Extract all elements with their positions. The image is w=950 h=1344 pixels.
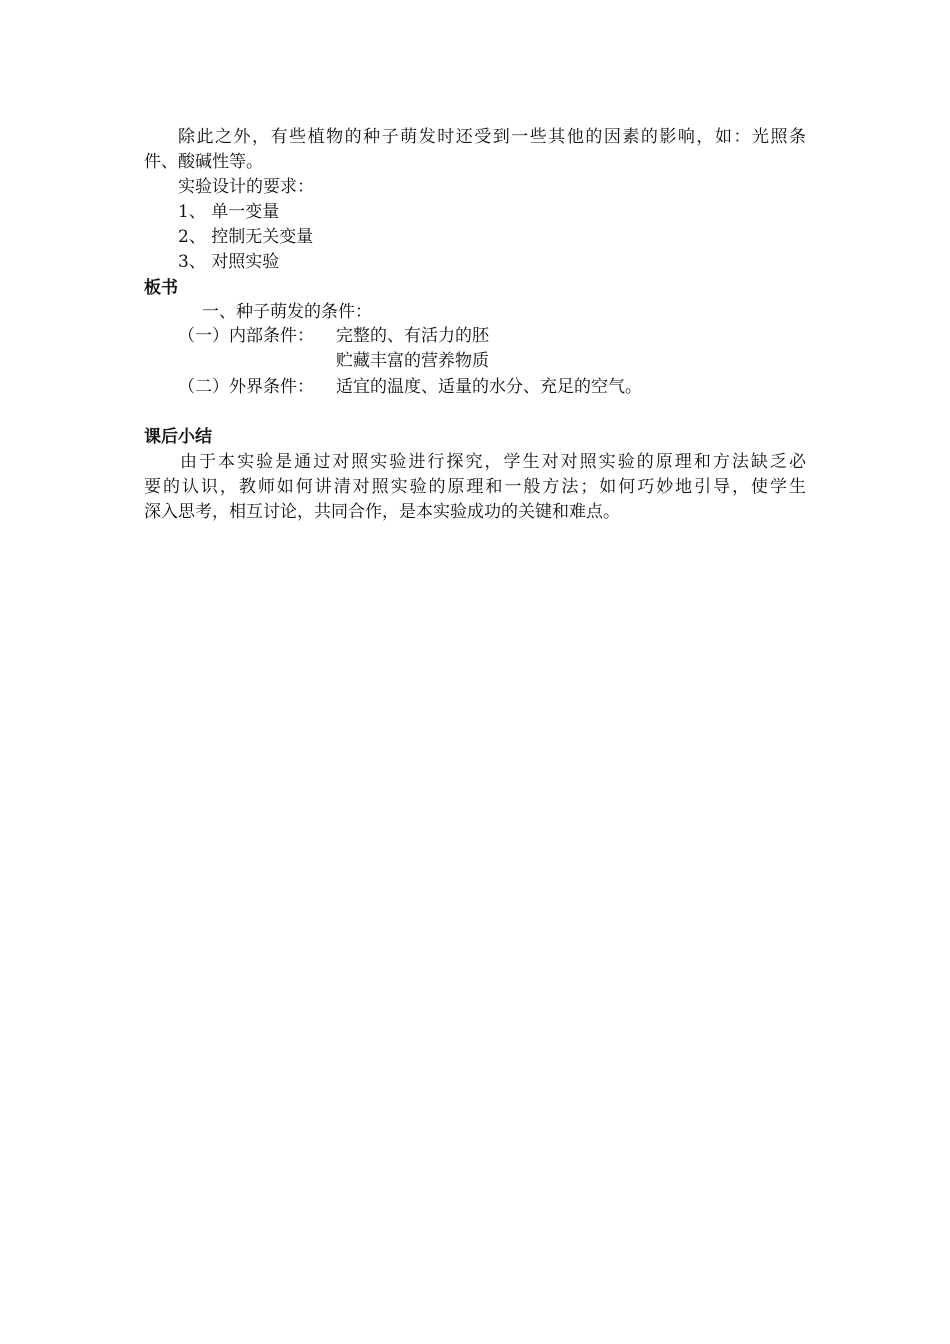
requirement-item-3: 3、 对照实验 [178,252,280,272]
internal-conditions-line-1: 完整的、有活力的胚 [336,326,489,346]
summary-line-3: 深入思考，相互讨论，共同合作，是本实验成功的关键和难点。 [144,502,620,522]
requirements-title: 实验设计的要求： [178,177,314,197]
external-conditions-text: 适宜的温度、适量的水分、充足的空气。 [336,377,642,397]
summary-heading: 课后小结 [144,427,212,447]
external-conditions-label: （二）外界条件： [178,377,314,397]
requirement-item-1: 1、 单一变量 [178,202,280,222]
board-heading: 板书 [144,278,178,298]
summary-line-2: 要的认识，教师如何讲清对照实验的原理和一般方法；如何巧妙地引导，使学生 [144,477,806,497]
internal-conditions-line-2: 贮藏丰富的营养物质 [336,351,489,371]
requirement-item-2: 2、 控制无关变量 [178,227,314,247]
internal-conditions-label: （一）内部条件： [178,326,314,346]
intro-line-2: 件、酸碱性等。 [144,152,263,172]
board-title: 一、种子萌发的条件： [202,302,372,322]
intro-line-1: 除此之外，有些植物的种子萌发时还受到一些其他的因素的影响，如：光照条 [178,127,806,147]
summary-line-1: 由于本实验是通过对照实验进行探究，学生对对照实验的原理和方法缺乏必 [180,452,806,472]
